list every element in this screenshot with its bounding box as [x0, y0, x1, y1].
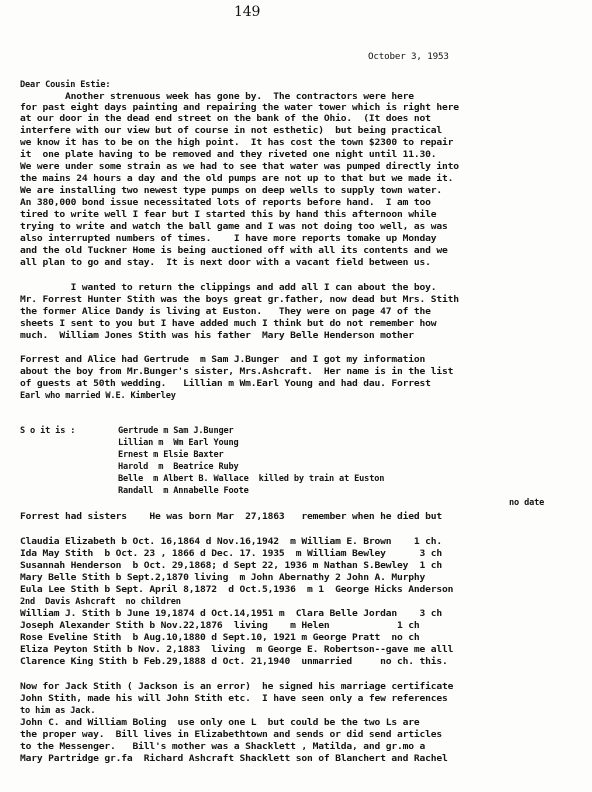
text-line: interfere with our view but of course in not esthetic) but being practical [20, 126, 443, 136]
text-line: the mains 24 hours a day and the old pumps are not up to that but we made it. [20, 174, 454, 184]
text-line: Earl who married W.E. Kimberley [20, 391, 176, 401]
text-line: An 380,000 bond issue necessitated lots of reports before hand. I am too [20, 198, 431, 208]
list-item: Susannah Henderson b Oct. 29,1868; d Sept 22, 1936 m Nathan S.Bewley 1 ch [20, 561, 443, 571]
text-line: of guests at 50th wedding. Lillian m Wm.Earl Young and had dau. Forrest [20, 379, 431, 389]
list-intro: S o it is : [20, 426, 76, 436]
text-line: to him as Jack. [20, 706, 96, 716]
list-item: Ernest m Elsie Baxter [118, 450, 224, 460]
text-line: for past eight days painting and repairing the water tower which is right here [20, 103, 459, 113]
text-line: Now for Jack Stith ( Jackson is an error) he signed his marriage certificate [20, 682, 454, 692]
salutation: Dear Cousin Estie: [20, 80, 111, 90]
text-line: Mr. Forrest Hunter Stith was the boys great gr.father, now dead but Mrs. Stith [20, 295, 459, 305]
text-line: We are installing two newest type pumps on deep wells to supply town water. [20, 186, 443, 196]
text-line: John C. and William Boling use only one L but could be the two Ls are [20, 718, 420, 728]
list-item: Lillian m Wm Earl Young [118, 438, 239, 448]
list-item: Clarence King Stith b Feb.29,1888 d Oct. 21,1940 unmarried no ch. this. [20, 657, 448, 667]
no-date-note: no date [509, 498, 545, 508]
text-line: tired to write well I fear but I started this by hand this afternoon while [20, 210, 437, 220]
page-number: 149 [234, 4, 261, 20]
text-line: and the old Tuckner Home is being auctioned off with all its contents and we [20, 246, 448, 256]
list-item: Eliza Peyton Stith b Nov. 2,1883 living m George E. Robertson--gave me alll [20, 645, 454, 655]
text-line: also interrupted numbers of times. I have more reports tomake up Monday [20, 234, 437, 244]
list-item: Ida May Stith b Oct. 23 , 1866 d Dec. 17. 1935 m William Bewley 3 ch [20, 549, 443, 559]
list-item: Rose Eveline Stith b Aug.10,1880 d Sept.10, 1921 m George Pratt no ch [20, 633, 420, 643]
text-line: the former Alice Dandy is living at Euston. They were on page 47 of the [20, 307, 431, 317]
text-line: at our door in the dead end street on the bank of the Ohio. (It does not [20, 114, 431, 124]
text-line: I wanted to return the clippings and add all I can about the boy. [20, 283, 437, 293]
list-item: Randall m Annabelle Foote [118, 486, 249, 496]
list-item: Eula Lee Stith b Sept. April 8,1872 d Oct.5,1936 m 1 George Hicks Anderson [20, 585, 454, 595]
text-line: to the Messenger. Bill's mother was a Shacklett , Matilda, and gr.mo a [20, 742, 426, 752]
list-item: Harold m Beatrice Ruby [118, 462, 239, 472]
list-item: Gertrude m Sam J.Bunger [118, 426, 234, 436]
text-line: about the boy from Mr.Bunger's sister, Mrs.Ashcraft. Her name is in the list [20, 367, 454, 377]
sisters-line: Forrest had sisters He was born Mar 27,1863 remember when he died but [20, 512, 443, 522]
text-line: much. William Jones Stith was his father Mary Belle Henderson mother [20, 331, 414, 341]
list-item: Claudia Elizabeth b Oct. 16,1864 d Nov.16,1942 m William E. Brown 1 ch. [20, 537, 443, 547]
text-line: John Stith, made his will John Stith etc. I have seen only a few references [20, 694, 448, 704]
list-item: William J. Stith b June 19,1874 d Oct.14,1951 m Clara Belle Jordan 3 ch [20, 609, 443, 619]
text-line: We were under some strain as we had to see that water was pumped directly into [20, 162, 459, 172]
text-line: sheets I sent to you but I have added much I think but do not remember how [20, 319, 437, 329]
text-line: Another strenuous week has gone by. The contractors were here [20, 92, 414, 102]
text-line: trying to write and watch the ball game and I was not doing too well, as was [20, 222, 448, 232]
letter-date: October 3, 1953 [368, 51, 449, 62]
text-line: all plan to go and stay. It is next door with a vacant field between us. [20, 258, 431, 268]
text-line: we know it has to be on the high point. It has cost the town $2300 to repair [20, 138, 454, 148]
list-item: 2nd Davis Ashcraft no children [20, 597, 181, 607]
text-line: Forrest and Alice had Gertrude m Sam J.Bunger and I got my information [20, 355, 426, 365]
text-line: the proper way. Bill lives in Elizabethtown and sends or did send articles [20, 730, 443, 740]
text-line: it one plate having to be removed and they riveted one night until 11.30. [20, 150, 437, 160]
text-line: Mary Partridge gr.fa Richard Ashcraft Shacklett son of Blanchert and Rachel [20, 754, 448, 764]
list-item: Mary Belle Stith b Sept.2,1870 living m John Abernathy 2 John A. Murphy [20, 573, 426, 583]
list-item: Belle m Albert B. Wallace killed by train at Euston [118, 474, 385, 484]
list-item: Joseph Alexander Stith b Nov.22,1876 living m Helen 1 ch [20, 621, 420, 631]
